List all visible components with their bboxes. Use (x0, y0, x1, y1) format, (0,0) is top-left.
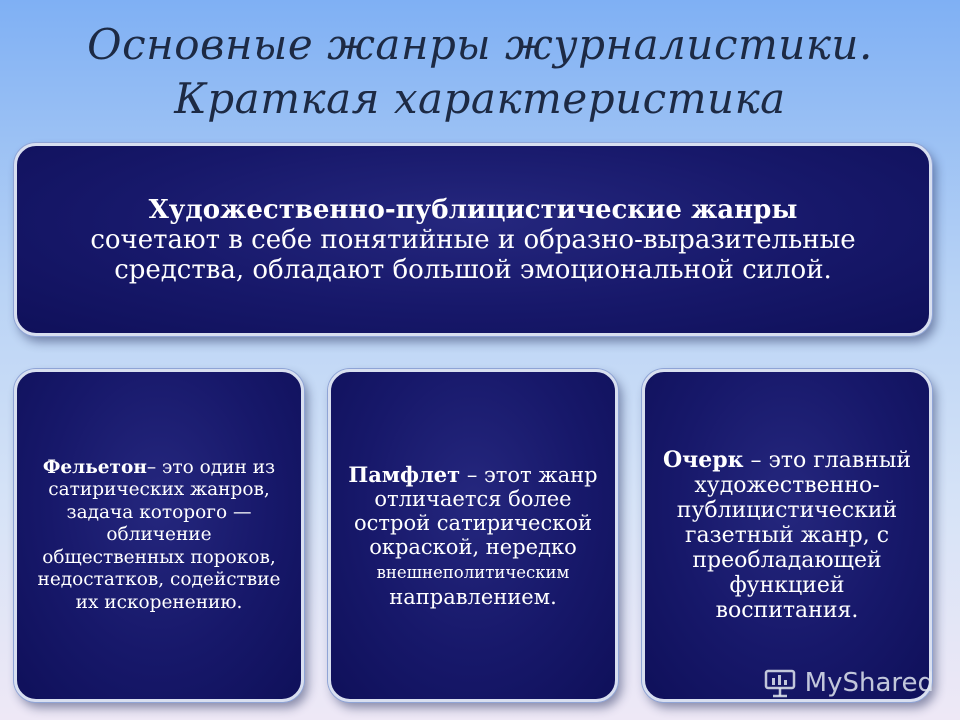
presentation-board-icon (763, 668, 797, 698)
essay-text: – это главный художественно-публицистический газетный жанр, с преобладающей функцией воспитания. (676, 448, 912, 623)
title-line-2: Краткая характеристика (174, 74, 786, 123)
watermark-logo-text: MyShared (804, 668, 934, 698)
essay-box (642, 369, 932, 702)
myshared-watermark (763, 668, 934, 698)
pamphlet-text: – этот жанр отличается более острой сатирической окраской, нередко (354, 462, 598, 559)
slide-title (0, 18, 960, 126)
essay-content (661, 448, 913, 623)
main-box-heading: Художественно-публицистические жанры (148, 194, 798, 225)
title-line-1: Основные жанры журналистики. (87, 20, 873, 69)
main-genre-box (14, 143, 932, 336)
pamphlet-text-end: направлением. (389, 584, 557, 609)
main-box-content (87, 195, 859, 285)
pamphlet-content (347, 463, 599, 609)
feuilleton-content (33, 457, 285, 615)
pamphlet-term: Памфлет (348, 461, 461, 487)
feuilleton-term: Фельетон (42, 456, 147, 478)
feuilleton-box (14, 369, 304, 702)
feuilleton-text: – это один из сатирических жанров, задача которого — обличение общественных пороков, недостатков, содействие их искоренению. (37, 456, 281, 613)
essay-term: Очерк (662, 447, 744, 473)
main-box-text: сочетают в себе понятийные и образно-выразительные средства, обладают большой эмоциональной силой. (90, 224, 856, 285)
pamphlet-box (328, 369, 618, 702)
pamphlet-text-small: внешнеполитическим (376, 562, 570, 582)
